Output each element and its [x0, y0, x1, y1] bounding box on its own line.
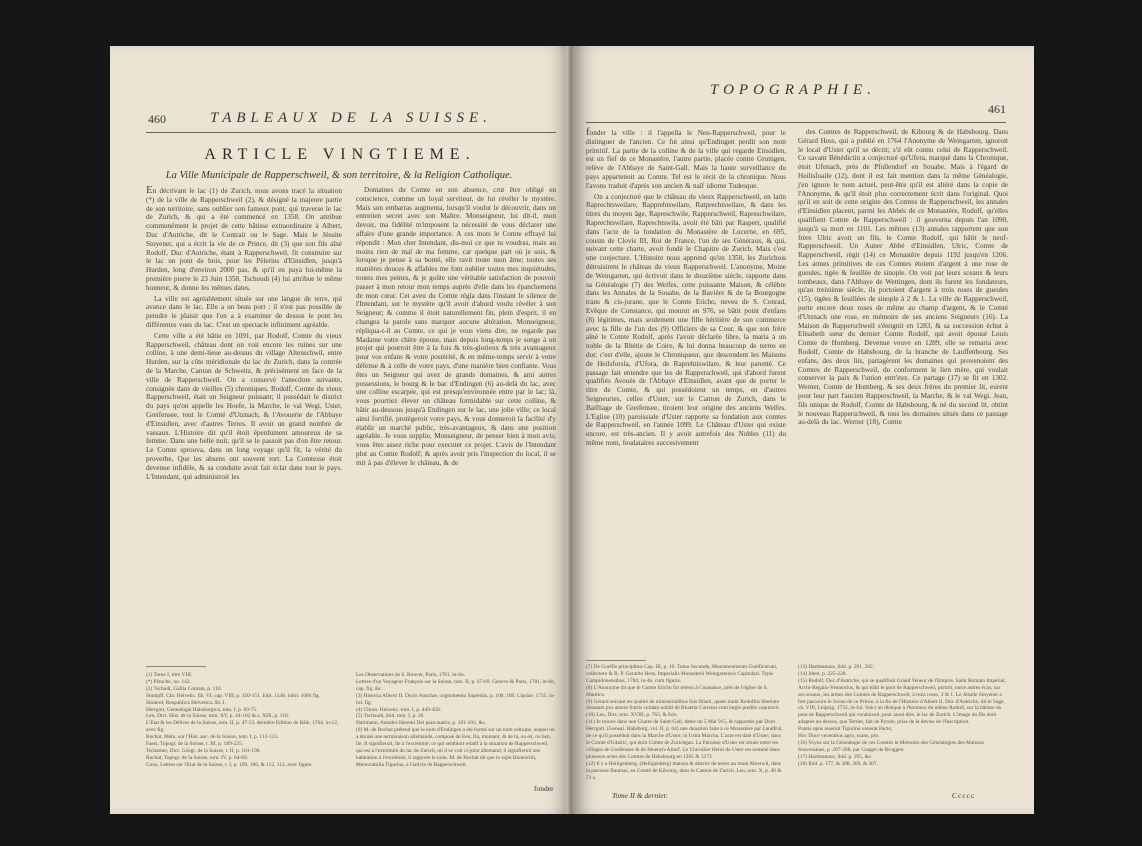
footnote: Simlerd, Respublica Helvetica. lib. I. — [146, 699, 226, 706]
left-page — [110, 46, 572, 814]
footnote: (2) Tschudi, Gallia Comata, p. 110. — [146, 685, 222, 692]
paragraph: On a conjecturé que le château du vieux Rapperschweil, en latin Raprechtsweilare, Rapprehtswilare, Ratprechtswilare, & dans les titres du moyen âge, Rapreschwile, Rapperschweil, Rapreschwilare, Raprechtswilare, Raprechtswila, avoit été bâti par Raspert, qualifié dans l'acte de la fondation du Monastère de Lucerne, en 695, cousin de Clovis III, Roi de France, l'un de ses Généraux, & qui, suivant cette charte, avoit fondé le Chapitre de Zurich. Mais c'est une conjecture. L'Histoire nous apprend qu'en 1350, les Zurichois détruisirent le château du vieux Rapperschweil. L'anonyme, Moine de Weingarten, qui écrivoit dans le douzième siècle, rapporte dans sa Généalogie (7) des Welfes, cette puissante Maison, & célèbre dans les Annales de la Souabe, de la Bavière & de la Bourgogne trans & cis-jurane, que le Comte Eticho, neveu de S. Conrad, Evêque de Constance, qui mourut en 976, se bâtit point d'enfans (8) légitimes, mais seulement une fille héritière de son commerce avec la fille de l'un des (9) Officiers de sa Cour, & que son frère aîné le Comte Rodolf, après l'avoir déclarée libre, la maria à un noble de la Rhétie de Coire, & lui donna beaucoup de terres en dot; c'est d'elle, ajoute le Chroniqueur, que descendent les Maisons de Heilsforsla, d'Ufora, de Raprehtiswilare, & leur parenté. Ce passage fait entendre que les de Rapperschweil, qui d'abord furent qualifiés Avoués de l'Abbaye d'Einsidlen, avant que de porter le titre de Comte, & qui possédoient un temps, en d'autres Seigneuries, celles d'Uster, sur le Canton de Zurich, dans le Bailliage de Greifensee, tiroient leur origine des anciens Welfes. L'Eglise (10) paroissiale d'Uster rapporte sa fondation aux comtes de Rapperschweil, en l'année 1099. Le Château d'Uster qui existe encore, est très-ancien. Il y avoit autrefois des Nobles (11) du même nom, feudataires succesivement — [586, 192, 786, 447]
left-footnotes-column-2 — [356, 672, 556, 769]
right-running-head: TOPOGRAPHIE. — [710, 82, 876, 98]
footnote: (14) Idem, p. 225-228. — [798, 670, 847, 677]
right-folio: 461 — [988, 102, 1006, 116]
footnote: Coxe, Lettres sur l'Etat de la Suisse, t. I, p. 109, 106, & 112, 113, avec figure. — [146, 761, 313, 768]
footnote: (16) Voyez sur la Généalogie de ces Comtes le Mémoire des Généalogies des Maisons Souveraines, p. 207-208, par Guagel de Bruggen. — [798, 739, 985, 753]
left-header-rule — [146, 132, 556, 133]
right-footnotes-column-1 — [586, 664, 786, 781]
footnote: Herrgott, Genealogia Habsburgica, tom. I, p. 69-75. — [146, 706, 258, 713]
footnote: Lettres d'un Voyageur François sur la Suisse, tom. II, p. 67-69. Genève & Paris, 1781, in-8o, cap. fig. &c. — [356, 678, 556, 692]
left-folio: 460 — [148, 112, 166, 126]
footnote: (6) M. de Bochat prétend que le nom d'Endingen a été formé sur un nom celtique, auquel on a donné une terminaison allemande, composé de Een, fin, montant, & de ta, ou en, ou hen, île. Il signifieroit, île à l'extrémité; ce qui sembloit relatif à la situation de Rapperschweil, qui est à l'extrémité du lac de Zurich, où il se voit ci-joint allemand, il signifieroit une habitation à l'extrémité, il rapporte le nom. M. de Bochat dit que le sujet Bluntschli, Memorabilia Tigurina, à l'article de Rapperschweil. — [356, 727, 555, 768]
footnote: Pontis opus inseruit Tigurino venerat Pacto, — [798, 726, 893, 733]
footnote: (18) Ibid. p. 177, & 308, 309, & 307. — [798, 760, 878, 767]
left-notes-rule — [146, 666, 206, 667]
paragraph: En décrivant le lac (1) de Zurich, nous avons tracé la situation (*) de la ville de Rapperschweil (2), & désigné la majeure partie de son territoire, sans oublier son fameux pont, qui traverse le lac de Zurich, & qui a été commencé en 1358. On attribue communément le projet de cette bâtisse extraordinaire à Albert, Duc d'Autriche, dit le Contrait ou le Sage. Mais le Jésuite Stoyener, qui a écrit la vie de ce Prince, dit (3) que son fils aîné Rodolf, Duc d'Autriche, étant à Rapperschweil, fit construire sur le lac un pont de bois, pour les Pèlerins d'Einsidlen, jusqu'à Hurden, long d'environ 2000 pas, & qu'il en paya lui-même la première pierre le 23 Juin 1358. Tschoudi (4) lui attribue le même honneur, & donne les mêmes dates. — [146, 184, 342, 292]
left-text-column-1 — [146, 186, 342, 666]
paragraph: des Comtes de Rapperschweil, de Kibourg & de Habsbourg. Dans Gérard Hess, qui a publié en 1764 l'Anonyme de Weingarten, ignoroit le local d'Uster qu'il se décrit; s'il eût connu celui de Rapperschweil. Ce savant Bénédictin a conjecturé qu'Ufera, marqué dans la Chronique, étoit Ufenach, près de Pfullendorf en Souabe. Mais à l'égard de Heilisfoaile (12), dont il est fait mention dans la même Généalogie, j'en ignore le nom actuel, peut-être qu'il est altéré dans la copie de l'Anonyme, & qu'il étoit plus correctement écrit dans l'original. Quoi qu'il en soit de cette origine des Comtes de Rapperschweil, les annales d'Einsidlen placent, parmi les Abbés de ce Monastère, Rodolf, qu'elles qualifient Comte de Rapperschweil : il gouverna depuis l'an 1090, jusqu'à sa mort en 1101. Les mêmes (13) annales rapportent que son frère Ulric avoit un fils, le Comte Rodolf, qui bâtit le neuf-Rapperschweil. Un Auner Abbé d'Einsidlen, Ulric, Comte de Rapperschweil, régit (14) ce Monastère depuis 1192 jusqu'en 1206. Les armes primitives de ces Comtes étoient d'argent à une rose de gueules, tigée & feuillée de sinople. On voit par leurs sceaux & leurs tombeaux, dans l'Abbaye de Wettingen, dont ils furent les fondateurs, qu'au treizième siècle, ils portoient d'argent à trois roses de gueules (15), tigées & feuillées de sinople à 2 & 1. La ville de Rapperschweil, porte encore deux roses de même au champ d'argent, & le Comté d'Utznach une rose, en mémoire de ses anciens Seigneurs (16). La Maison de Rapperschweil s'éteignit en 1283, & sa succession échut à Elisabeth sœur du dernier Comte Rodolf, qui avoit épousé Louis Comte de Homberg. Devenue veuve en 1289, elle se remaria avec Rodolf, Comte de Habsbourg, de la branche de Lauffenbourg. Ses enfans, des deux lits, partagèrent les domaines qui provenoient des Comtes de Rapperschweil, du conforment le lien mère, qui voulait conserver la paix & l'union entr'eux. Ce partage (17) se fit en 1302. Werner, Comte de Homberg, & ses deux frères du premier lit, eurent pour leur part l'ancien Rapperschweil, la Marche, & le val Wegi. Jean, fils unique de Rodolf, Comte de Habsbourg, & né du second lit, obtint le nouveau Rapperschweil, & tous les domaines situés dans ce passage au-delà du lac. Werner (18), Comte — [798, 128, 1008, 427]
footnote: Les Observations de S. Rouvet, Paris, 1781, in-8o. — [356, 672, 465, 678]
footnote: Hartmann, Annales Heremi Dei para matris, p. 101-103, &c. — [356, 720, 487, 727]
paragraph: fonder la ville : il l'appella le Neu-Rapperschweil, pour le distinguer de l'ancien. Ce fut ainsi qu'Endingen perdit son nom primitif. La partie de la colline & de la ville qui regarde Einsidlen, est un fief de ce Monastère, l'autre partie, placée contre Grunigen, relève de l'Abbaye de Saint-Gall. Mais la haute surveillance du pays appartenoit au Comte. Tel est le récit de la chronique. Nous l'avons traduit d'après son ancien & naïf idiome Tudesque. — [586, 126, 786, 190]
footnote: (1) Tome I, titre VIII. — [146, 672, 193, 678]
right-notes-rule — [586, 660, 646, 661]
footnote: (15) Rodolf, Duc d'Autriche, qui se qualifioit Grand Veneur de l'Empire, Saint Romain Impérial, Archi-Regalis-Venatorius, & qui bâtit le pont de Rapperschweil, portoit, outre autres écus, sur ses sceaux, les armes des Comtes de Rapperschweil, à trois roses, 2 & 1. Le Jésuite Stoyener a fort parcouru le Sceau de ce Prince, à la fin de l'Histoire d'Albert II, Duc d'Autriche, dit le Sage, ch. VIII, Leipzig, 1733, in-fol. Voici un distique à l'honneur du même Rodolf, sur la bâtisse du pont de Rapperschweil qui conduisoit, pour aussi dire, le lac de Zurich. L'image du fils étoit adaptée au-dessus, que Terrier, fait de Pyrole, prise de la devise de l'Inscription. — [798, 677, 1006, 726]
article-subtitle: La Ville Municipale de Rapperschweil, & son territoire, & la Religion Catholique. — [165, 170, 513, 181]
footnote: (5) Tschoudi, ibid. tom. I, p. 20. — [356, 713, 425, 720]
right-text-column-2 — [798, 128, 1008, 656]
volume-signature: Tome II & dernier. — [612, 791, 668, 800]
footnote: Ruchat, Topogr. de la Suisse, tom. IV, p. 64-69. — [146, 754, 248, 761]
paragraph: La ville est agréablement située sur une langue de terre, qui avance dans le lac. Elle a un beau port : il n'est pas possible de peindre le plaisir que l'on a à examiner de dessus le pont les différentes vues du lac. C'est un spectacle infiniment agréable. — [146, 294, 342, 329]
footnote: (3) Historia Alberti II. Ducis Austriae, cognomento Sapientis, p. 108, 169, Lipsiae, 1735, in-fol. fig. — [356, 692, 555, 706]
footnote: (13) Hartmannus, ibid. p. 201, 202. — [798, 664, 875, 670]
right-text-column-1 — [586, 128, 786, 656]
footnote: (17) Hartmannus, ibid. p. 295, &c. — [798, 753, 873, 760]
paragraph: Cette ville a été bâtie en 1091, par Rodolf, Comte du vieux Rapperschweil, château dont on voit encore les ruines sur une colline, à une demi-lieue au-dessus du village Altenschwil, entre Hurden, sur la côte méridionale du lac de Zurich, dans la contrée de la Marche, Canton de Schweitz, & précisément en face de la ville de Rapperschweil. On a conservé l'anecdote suivante, consignée dans de vieilles (5) chroniques. Rodolf, Comte du vieux Rapperschweil, était un Seigneur puissant; il possédait le district du pays qu'on appelle les Hoefe, la Marche, le val Wegi, Uster, Greifensee, tout le Comté d'Utznach, & l'Avouerie de l'Abbaye d'Einsidlen, avec d'autres Terres. Il avoit un grand nombre de vassaux. L'Histoire dit qu'il étoit éperdument amoureux de sa femme. Dans une belle nuit, qu'il se le passoit pas d'en être retour. Le Comte sprouva, dans un long voyage qu'il fit, la vérité du proverbe, Que les absens ont souvent tort. La Comtesse étoit devenue infidèle, & sa conduite avoit fait éclat dans tout le pays. L'Intendant, qui administroit les — [146, 331, 342, 481]
left-footnotes-column-1 — [146, 672, 342, 769]
footnote: (12) Il y a Heiligenberg, (Heiligenberg) maison & district de terres au mont Moerwil, dans la paroisse Baumas, au Comté de Kibourg, dans le Canton de Zurich. Leu, tom. X, p. 40 & 71 s. — [586, 760, 782, 781]
footnote: L'Etat & les Délices de la Suisse, tom. II, p. 47-53, dernière Edition de Bâle, 1764, in-12, avec fig. — [146, 720, 339, 734]
footnote: (4) Chron. Helvetic. tom. I, p. 449-450. — [356, 706, 442, 713]
footnote: Faesi, Topogr. de la Suisse, t. III, p. 189-225. — [146, 741, 243, 748]
footnote: Stumpff, Chr. Helvetic. lib. VI. cap. VIII, p. 150-151. Edit. 1548, infol. 1606 fig. — [146, 692, 320, 699]
paragraph: Domaines du Comte en son absence, crut être obligé en conscience, comme un loyal serviteur, de lui révéler le mystère. Mais son embarras augmenta, lorsqu'il voulut le découvrir, dans un entretien secret avec son Maître. Monseigneur, lui dit-il, mon devoir, ma fidélité m'imposent la nécessité de vous déclarer une affaire d'une grande importance. A ces mots le Comte effrayé lui répondit : Mon cher Intendant, dis-moi ce que tu voudras, mais au moins rien de mal de ma femme, car quelque part où je sois, & lorsque je pense à sa bonté, elle ravit toute mon âme; toutes ses manières douces & affables me font oublier toutes mes inquiétudes, toutes mes peines, & je goûte une véritable satisfaction de pouvoir passer à mon retour mon temps auprès d'elle dans les épanchemens de mon cœur. Cet aveu du Comte régla dans l'instant le silence de l'Intendant, sur le mystère qu'il avoit d'abord voulu révéler à son Seigneur; & comme il étoit naturellement fin, plein d'esprit, il en changea la parole sans marquer aucune altération. Monseigneur, répliqua-t-il au Comte, ce qui je vous viens dire, ne regarde pas Madame votre chère épouse, mais depuis long-temps je songe à un projet qui pourroit être à la fois & très-glorieux & très avantageux pour vos enfans & votre postérité, & en même-temps servir à votre défense & à celle de votre pays, d'une manière bien confiante. Vous êtes un Seigneur qui avez de grands domaines, & ami autres possessions, le bourg & le bac d'Endingen (6) au-delà du lac, avec une colline escarpée, qui est presqu'environnée entre par le lac; là, vous pourriez élever un château formidable sur cette colline, & bâtir au-dessous jusqu'à Endingen sur le lac, une jolie ville; ce local ainsi fortifié, protégeroit votre pays, & vous donneroit la facilité d'y établir un marché public, très-avantageux, & dans une position agréable. Je vous supplie, Monseigneur, de penser bien à mon avis; vous êtes assez riche pour executer ce projet. L'avis de l'Intendant plut au Comte Rodolf; & après avoir pris l'inspection du local, il se mit à pas d'élever le château, & de — [356, 186, 557, 467]
footnote: Tscharner, Dict. Géogr. de la Suisse, t. II, p. 101-190. — [146, 747, 261, 754]
footnote: (*) Planche, no. 142. — [146, 678, 191, 685]
catchword: fonder — [534, 784, 554, 793]
signature-mark: Ccccc — [952, 791, 976, 800]
right-page — [572, 46, 1034, 814]
right-footnotes-column-2 — [798, 664, 1008, 768]
footnote: (9) Gérard suivant en qualité de ministérialibus fuis filiam, quam tradit Rodolfus libertate donatam pro amore fratris cuidam nobili de Rhaetia Curiensi cum largis prediis copulavit. — [586, 698, 780, 712]
left-text-column-2 — [356, 186, 556, 666]
footnote: (7) De Guelfis principibus Cap. III, p. 10. Tomo Secundo, Monumentorum Guelficorum, collectore & R. P. Gerardo Hess, Imperialis Monasterii Weingartensis Capitulari. Typis Campidonensibus, 1784; in-4o, cum figuris. — [586, 664, 778, 684]
right-header-rule — [586, 122, 1006, 123]
footnote: Bochat, Mém. sur l'Hist. anc. de la Suisse, tom. I, p. 112-113. — [146, 734, 279, 741]
footnote: (10) Leu, Dict. tom. XVIII, p. 763, & fuiv. — [586, 712, 678, 719]
footnote: (11) Je trouve dans une Charte de Saint-Gall, datée du 5 Mai 915, & rapportée par Dom Herrgott, (Geneal. Habsburg, vol. II, p. 64) une donation faite à ce Monastère par Landfrid, de ce qu'il possédoit dans la Marche d'Uster, in Ustra Marcha. L'acte est daté d'Uster; dans le Comté d'Udalric, qui étoit Comte de Zurichgau. La Paroisse d'Uster est située entre les villages de Greifensee & de Muench-Altorf. Le Chevalier Henri de Uster est nommé dans plusieurs actes des Comtes de Habsbourg en 1265 & 1273. — [586, 719, 783, 760]
footnote: Hoc Duce venerabus agro, scans, pro. — [798, 733, 880, 740]
footnote: Leu, Dict. Hist. de la Suisse, tom. XV, p. 44-102 & s. XIX, p. 118. — [146, 713, 289, 720]
article-title: ARTICLE VINGTIEME. — [204, 146, 476, 163]
left-running-head: TABLEAUX DE LA SUISSE. — [210, 110, 492, 126]
footnote: (8) L'Anonyme dit que le Comte Eticho fut retenu à Constance, près de l'église de S. Maurice. — [586, 684, 769, 698]
